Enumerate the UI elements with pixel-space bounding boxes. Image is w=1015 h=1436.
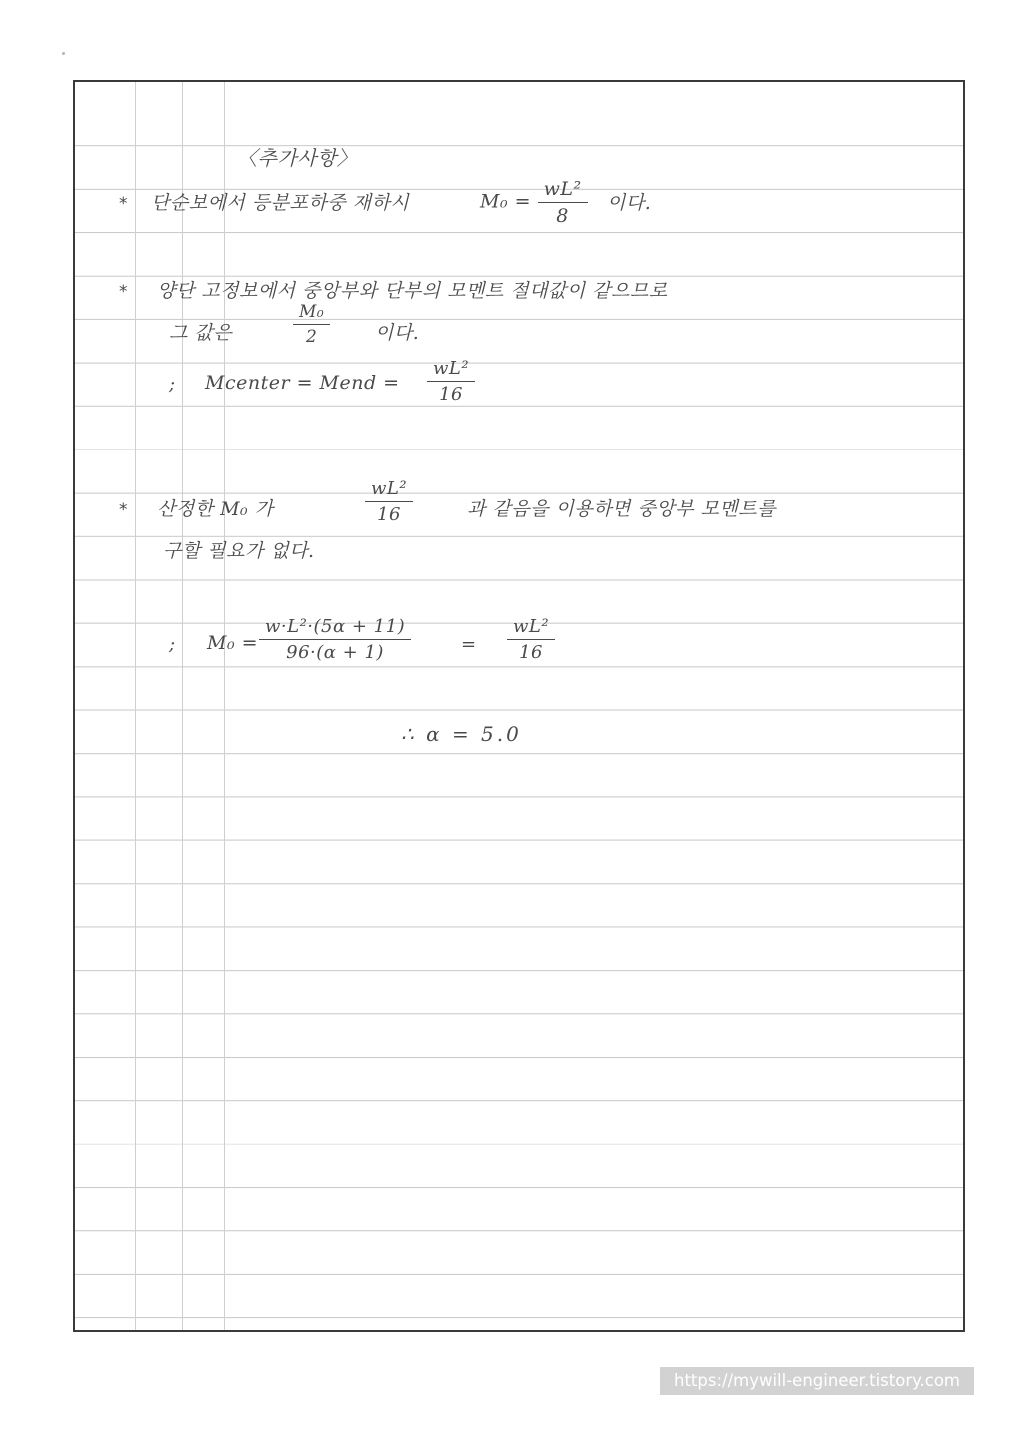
fraction-bar [259,639,411,640]
item-2-line2-formula [293,302,330,347]
item-2-line3-fraction-wrap [427,358,475,405]
equation-main-fraction-wrap [259,616,411,663]
equation-semicolon: ; [169,634,176,655]
fraction-bar [507,639,555,640]
note-title: 〈추가사항〉 [237,146,358,170]
fraction-bar [293,324,330,325]
margin-line-3 [224,82,225,1330]
item-1-fraction [538,178,588,227]
item-1-den: 8 [556,205,569,227]
item-3-line1-den: 16 [377,504,401,525]
result-line: ∴ α = 5.0 [401,722,522,746]
fraction-bar [427,381,475,382]
equation-rhs-den: 16 [519,642,543,663]
item-3-line2: 구할 필요가 없다. [163,540,315,562]
fraction-bar [538,202,588,203]
item-1-text: 단순보에서 등분포하중 재하시 [151,192,410,214]
item-3-line1-fraction [365,478,413,525]
equation-lhs: M₀ = [207,632,259,654]
item-3-line1-fraction-wrap [365,478,413,525]
item-2-line3-semicolon: ; [169,374,176,395]
item-3-line1-num: wL² [371,478,408,499]
equation-rhs-num: wL² [513,616,550,637]
item-2-line1: 양단 고정보에서 중앙부와 단부의 모멘트 절대값이 같으므로 [157,280,668,302]
item-2-den: 2 [305,327,318,347]
item-3-line1-prefix: 산정한 M₀ 가 [157,498,274,520]
item-2-line3-formula: Mcenter = Mend = [205,372,400,394]
scan-speck [62,52,65,55]
watermark-url: https://mywill-engineer.tistory.com [660,1367,974,1395]
equation-rhs-fraction [507,616,555,663]
margin-line-1 [135,82,136,1330]
item-1-num: wL² [543,178,582,200]
equation-num: w·L²·(5α + 11) [265,616,406,637]
margin-line-2 [182,82,183,1330]
item-1-formula [480,178,588,227]
item-2-line2-suffix: 이다. [375,322,420,344]
bullet-1: * [119,194,128,214]
item-1-suffix: 이다. [607,192,652,214]
lined-note-sheet [73,80,965,1332]
equation-rhs-fraction-wrap [507,616,555,663]
item-1-lhs: M₀ = [480,190,532,213]
item-2-line3-fraction [427,358,475,405]
bullet-2: * [119,282,128,302]
item-2-line3-num: wL² [433,358,470,379]
item-2-line3-den: 16 [439,384,463,405]
item-2-line2-prefix: 그 값은 [169,322,233,344]
equation-main-fraction [259,616,411,663]
item-2-num: M₀ [299,302,325,322]
equation-equals: = [461,634,477,655]
fraction-bar [365,501,413,502]
item-2-fraction [293,302,330,347]
bullet-3: * [119,500,128,520]
item-3-line1-suffix: 과 같음을 이용하면 중앙부 모멘트를 [467,498,776,520]
equation-den: 96·(α + 1) [286,642,384,663]
